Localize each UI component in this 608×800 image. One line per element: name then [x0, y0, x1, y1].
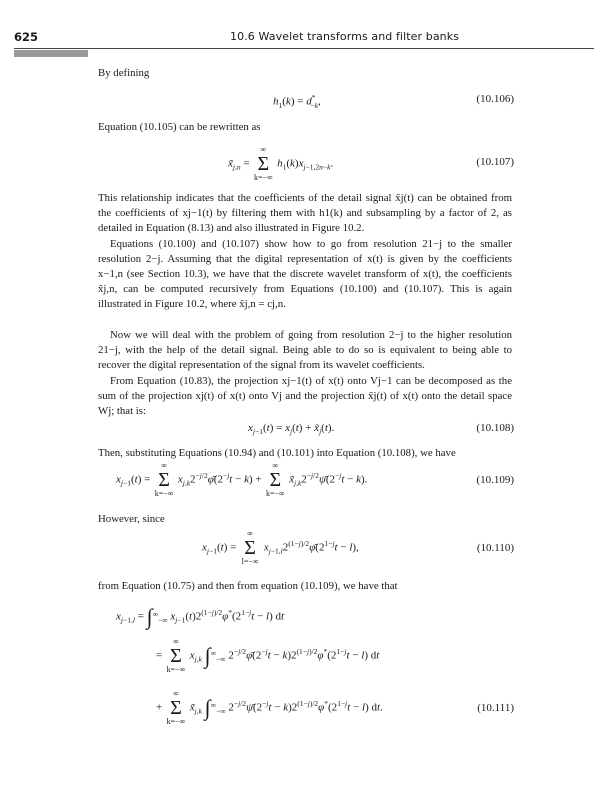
equation-10-109-number: (10.109)	[476, 474, 514, 486]
equation-10-111-line-1: $x_{j-1,l} = \int^\infty_{-\infty}$ $x_{j-1}(t)2^{(1-j)/2}\varphi^*(2^{1-j}t - l)$ dt	[116, 604, 285, 629]
equation-10-107	[98, 146, 514, 184]
paragraph-projection: From Equation (10.83), the projection xj−1(t) of x(t) onto Vj−1 can be decomposed as the sum of the projection xj(t) of x(t) onto Vj and the projection x̃j(t) of x(t) onto the detail space Wj; that is:	[98, 375, 512, 417]
header-rule	[14, 48, 594, 49]
equation-10-111-line-2: = ∞ Σ k=−∞ $x_{j,k}$ $\int^\infty_{-\infty}$ $2^{-j/2}\varphī(2^{-j}t - k)2^{(1-j)/2}\varphi^*(2^{1-j}t - l)$ dt	[156, 637, 380, 674]
paragraph-from-equation: from Equation (10.75) and then from equation (10.109), we have that	[98, 580, 398, 592]
sum-operator: ∞ Σ k=−∞	[166, 637, 186, 674]
header-bar	[14, 50, 88, 57]
equation-10-110	[98, 530, 514, 570]
equation-10-106-number: (10.106)	[476, 93, 514, 105]
paragraph-by-defining: By defining	[98, 67, 150, 79]
equation-10-106-expr: $h_1(k) = d^*_{-k}$,	[273, 93, 321, 110]
sum-operator: ∞ Σ k=−∞	[265, 461, 285, 498]
sum-operator: ∞ Σ l=−∞	[241, 529, 259, 566]
equation-10-111	[98, 598, 514, 748]
paragraph-higher-resolution: Now we will deal with the problem of going from resolution 2−j to the higher resolution 21−j, with the help of the detail signal. Being able to do so is equivalent to being able to recover the digital representation of the signal from its wavelet coefficients.	[98, 329, 512, 371]
equation-10-109	[98, 462, 514, 502]
equation-10-110-expr: $x_{j-1}(t)$ = ∞ Σ l=−∞ $x_{j-1,l}2^{(1-j)/2}\varphī(2^{1-j}t - l)$,	[202, 529, 359, 566]
equation-10-111-number: (10.111)	[477, 702, 514, 714]
paragraph-substituting: Then, substituting Equations (10.94) and (10.101) into Equation (10.108), we have	[98, 447, 456, 459]
equation-10-106	[98, 93, 514, 113]
paragraph-resolution: Equations (10.100) and (10.107) show how to go from resolution 21−j to the smaller resolution 2−j. Assuming that the digital representation of x(t) is given by the coefficients x−1,n (see Section 10.3), we have that the discrete wavelet transform of x(t), the coefficients x̃j,n, can be computed recursively from Equations (10.100) and (10.107). This is again illustrated in Figure 10.2, where x̃j,n = cj,n.	[98, 238, 512, 310]
equation-10-108	[98, 422, 514, 442]
equation-10-107-expr: $x̃_{j,n}$ = ∞ Σ k=−∞ $h_1(k)x_{j-1,2n-k}$.	[228, 145, 334, 182]
equation-10-108-expr: $x_{j-1}(t) = x_j(t)$ + $x̃_j(t)$.	[248, 422, 335, 437]
sum-operator: ∞ Σ k=−∞	[154, 461, 174, 498]
running-head: 10.6 Wavelet transforms and filter banks	[230, 30, 460, 43]
paragraph-relationship: This relationship indicates that the coefficients of the detail signal x̃j(t) can be obtained from the coefficients of xj−1(t) by filtering them with h1(k) and subsampling by a factor of 2, as detailed in Equation (8.13) and also illustrated in Figure 10.2.	[98, 192, 512, 234]
page-number: 625	[14, 30, 39, 44]
equation-10-111-line-3: + ∞ Σ k=−∞ $x̃_{j,k}$ $\int^\infty_{-\infty}$ $2^{-j/2}\psī(2^{-j}t - k)2^{(1-j)/2}\varphi^*(2^{1-j}t - l)$ dt.	[156, 689, 383, 726]
equation-10-107-number: (10.107)	[476, 156, 514, 168]
paragraph-rewritten: Equation (10.105) can be rewritten as	[98, 121, 261, 133]
sum-operator: ∞ Σ k=−∞	[253, 145, 273, 182]
paragraph-however: However, since	[98, 513, 165, 525]
equation-10-110-number: (10.110)	[476, 542, 514, 554]
equation-10-108-number: (10.108)	[476, 422, 514, 434]
equation-10-109-expr: $x_{j-1}(t)$ = ∞ Σ k=−∞ $x_{j,k}2^{-j/2}\varphī(2^{-j}t - k)$ + ∞ Σ k=−∞ $x̃_{j,k}2^{-j/2}\psī(2^{-j}t - k)$.	[116, 461, 368, 498]
sum-operator: ∞ Σ k=−∞	[166, 689, 186, 726]
